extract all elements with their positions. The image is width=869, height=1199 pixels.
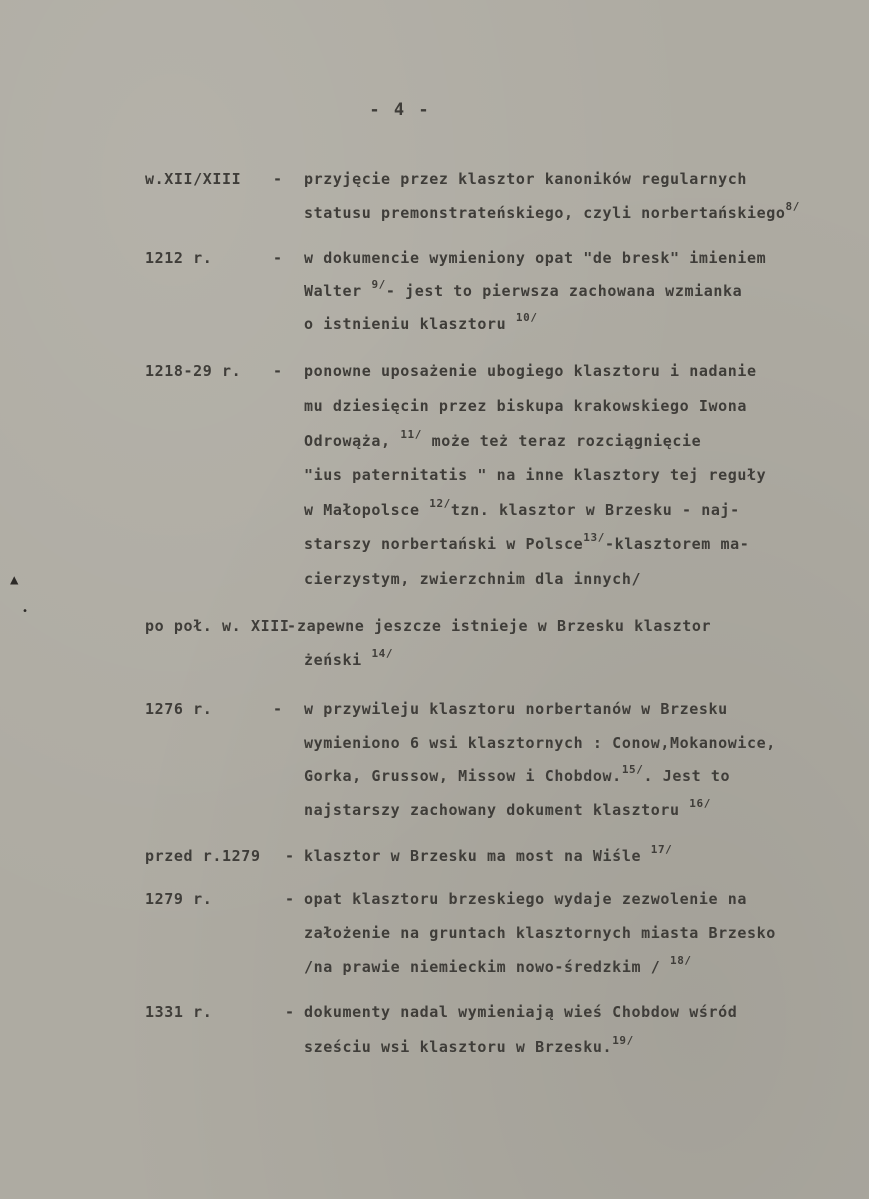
- entry-text-line: /na prawie niemieckim nowo-średzkim / $^{18/}$: [304, 954, 692, 976]
- binding-dot-icon: •: [22, 606, 29, 617]
- entry-text-line: klasztor w Brzesku ma most na Wiśle $^{17/}$: [304, 843, 673, 865]
- entry-date: 1276 r.: [145, 700, 213, 718]
- footnote-ref: 11/: [400, 428, 422, 441]
- footnote-ref: 8/: [785, 200, 800, 213]
- entry-dash: -: [273, 700, 283, 718]
- entry-text-line: najstarszy zachowany dokument klasztoru $^{16/}$: [304, 797, 711, 819]
- entry-text-line: dokumenty nadal wymieniają wieś Chobdow wśród: [304, 1003, 738, 1021]
- entry-dash: -: [273, 170, 283, 188]
- entry-text-line: Gorka, Grussow, Missow i Chobdow.$^{15/}$. Jest to: [304, 763, 731, 785]
- footnote-ref: 13/: [583, 531, 605, 544]
- entry-text-line: statusu premonstrateńskiego, czyli norbertańskiego$^{8/}$: [304, 200, 800, 222]
- entry-date: przed r.1279: [145, 847, 261, 865]
- footnote-ref: 14/: [371, 647, 394, 660]
- entry-text-line: ponowne uposażenie ubogiego klasztoru i nadanie: [304, 362, 757, 380]
- entry-date: po poł. w. XIII: [145, 617, 290, 635]
- entry-date: 1212 r.: [145, 249, 213, 267]
- page-number: - 4 -: [369, 100, 431, 120]
- entry-text-line: w przywileju klasztoru norbertanów w Brzesku: [304, 700, 728, 718]
- footnote-ref: 15/: [621, 763, 644, 776]
- entry-date: w.XII/XIII: [145, 170, 242, 188]
- entry-text-line: w Małopolsce $^{12/}$tzn. klasztor w Brzesku - naj-: [304, 497, 740, 519]
- entry-text-line: w dokumencie wymieniony opat "de bresk" imieniem: [304, 249, 767, 267]
- entry-text-line: żeński $^{14/}$: [304, 647, 394, 669]
- entry-date: 1218-29 r.: [145, 362, 242, 380]
- entry-dash: -: [285, 1003, 295, 1021]
- binding-triangle-icon: ▲: [10, 572, 19, 588]
- entry-date: 1331 r.: [145, 1003, 213, 1021]
- entry-text-line: starszy norbertański w Polsce$^{13/}$-klasztorem ma-: [304, 531, 750, 553]
- entry-text-line: założenie na gruntach klasztornych miasta Brzesko: [304, 924, 776, 942]
- entry-text-line: Walter $^{9/}$- jest to pierwsza zachowana wzmianka: [304, 278, 743, 300]
- entry-text-line: Odrowąża, $^{11/}$ może też teraz rozciągnięcie: [304, 428, 702, 450]
- entry-text-line: opat klasztoru brzeskiego wydaje zezwolenie na: [304, 890, 748, 908]
- entry-dash: -: [273, 249, 283, 267]
- entry-text-line: mu dziesięcin przez biskupa krakowskiego Iwona: [304, 397, 748, 415]
- footnote-ref: 18/: [669, 954, 692, 967]
- entry-text-line: o istnieniu klasztoru $^{10/}$: [304, 311, 538, 333]
- entry-dash: -: [285, 847, 295, 865]
- entry-dash: -: [287, 617, 297, 635]
- entry-text-line: wymieniono 6 wsi klasztornych : Conow,Mokanowice,: [304, 734, 776, 752]
- entry-text-line: przyjęcie przez klasztor kanoników regularnych: [304, 170, 748, 188]
- entry-text-line: "ius paternitatis " na inne klasztory tej reguły: [304, 466, 767, 484]
- footnote-ref: 17/: [650, 843, 673, 856]
- footnote-ref: 19/: [612, 1034, 634, 1047]
- footnote-ref: 10/: [515, 311, 538, 324]
- entry-text-line: sześciu wsi klasztoru w Brzesku.$^{19/}$: [304, 1034, 634, 1056]
- footnote-ref: 16/: [689, 797, 711, 810]
- entry-text-line: zapewne jeszcze istnieje w Brzesku klasztor: [297, 617, 712, 635]
- entry-dash: -: [273, 362, 283, 380]
- entry-date: 1279 r.: [145, 890, 213, 908]
- entry-text-line: cierzystym, zwierzchnim dla innych/: [304, 570, 642, 588]
- footnote-ref: 9/: [371, 278, 386, 291]
- entry-dash: -: [285, 890, 295, 908]
- footnote-ref: 12/: [429, 497, 451, 510]
